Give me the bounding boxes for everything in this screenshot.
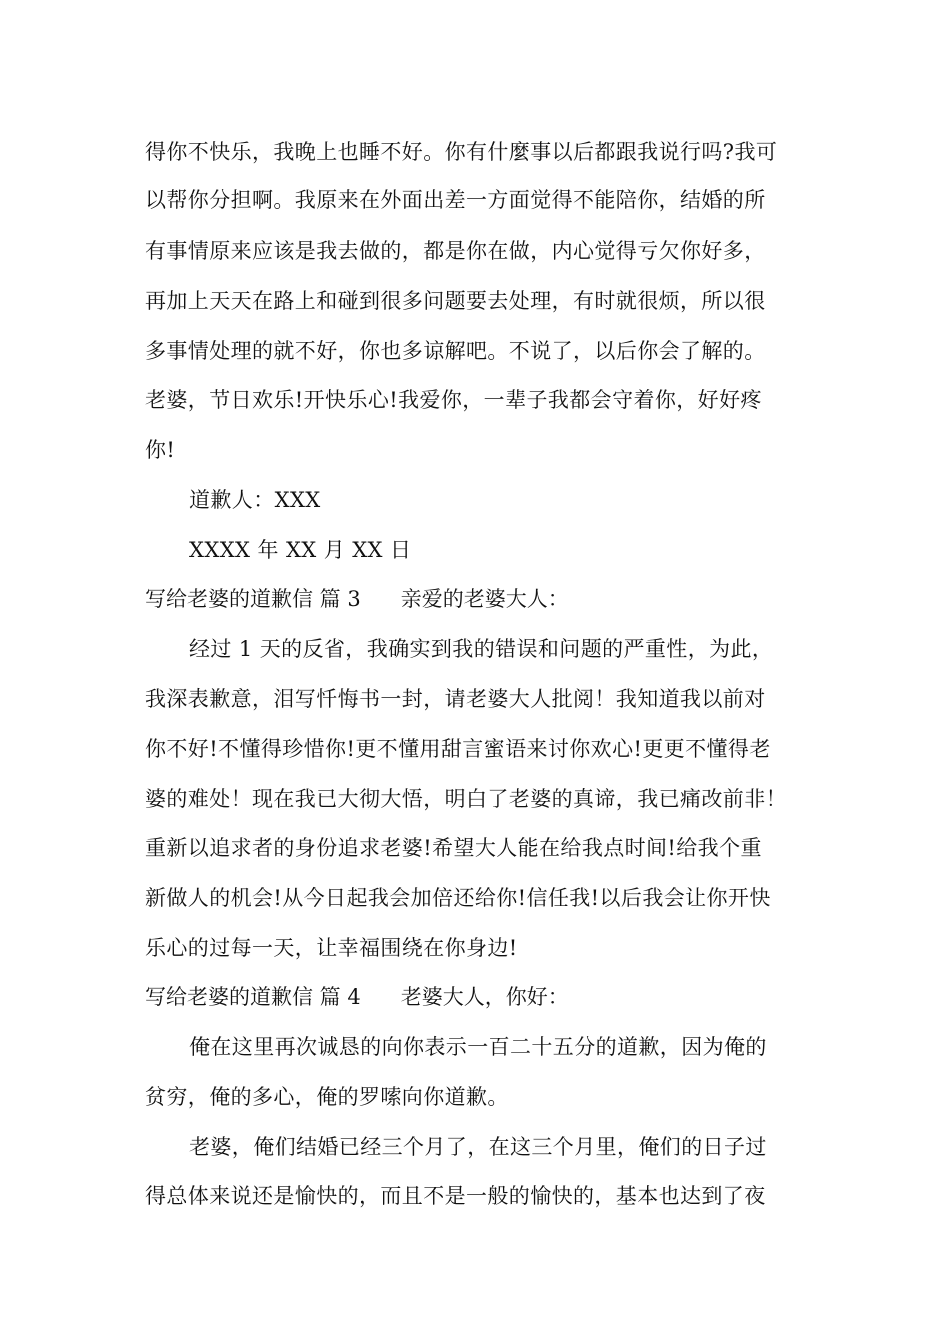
date-line: XXXX 年 XX 月 XX 日 [189,538,412,562]
section-title: 写给老婆的道歉信 篇 4 [145,985,361,1009]
body-line: 贫穷，俺的多心，俺的罗嗦向你道歉。 [145,1085,509,1109]
body-line: 有事情原来应该是我去做的，都是你在做，内心觉得亏欠你好多， [145,239,766,263]
body-line: 你! [145,438,176,462]
body-line: 重新以追求者的身份追求老婆!希望大人能在给我点时间!给我个重 [145,836,762,860]
body-line: 得你不快乐，我晚上也睡不好。你有什麼事以后都跟我说行吗?我可 [145,140,778,164]
body-line: 俺在这里再次诚恳的向你表示一百二十五分的道歉，因为俺的 [189,1035,767,1059]
section-title: 写给老婆的道歉信 篇 3 [145,587,361,611]
body-line: 我深表歉意，泪写忏悔书一封，请老婆大人批阅！我知道我以前对 [145,687,766,711]
body-line: 婆的难处！现在我已大彻大悟，明白了老婆的真谛，我已痛改前非！ [145,787,787,811]
section-greeting: 亲爱的老婆大人： [400,587,569,611]
body-line: 多事情处理的就不好，你也多谅解吧。不说了，以后你会了解的。 [145,339,766,363]
body-line: 再加上天天在路上和碰到很多问题要去处理，有时就很烦，所以很 [145,289,766,313]
body-line: 老婆，节日欢乐!开快乐心!我爱你，一辈子我都会守着你，好好疼 [145,388,762,412]
body-line: 以帮你分担啊。我原来在外面出差一方面觉得不能陪你，结婚的所 [145,188,766,212]
body-line: 新做人的机会!从今日起我会加倍还给你!信任我!以后我会让你开快 [145,886,771,910]
body-line: 你不好!不懂得珍惜你!更不懂用甜言蜜语来讨你欢心!更更不懂得老 [145,737,771,761]
body-line: 得总体来说还是愉快的，而且不是一般的愉快的，基本也达到了夜 [145,1184,766,1208]
signature-line: 道歉人：XXX [189,488,321,512]
section-heading-4 [145,985,810,1011]
section-greeting: 老婆大人，你好： [400,985,569,1009]
section-heading-3 [145,587,810,613]
body-line: 乐心的过每一天，让幸福围绕在你身边! [145,936,518,960]
body-line: 老婆，俺们结婚已经三个月了，在这三个月里，俺们的日子过 [189,1135,767,1159]
body-line: 经过 1 天的反省，我确实到我的错误和问题的严重性，为此， [189,637,774,661]
